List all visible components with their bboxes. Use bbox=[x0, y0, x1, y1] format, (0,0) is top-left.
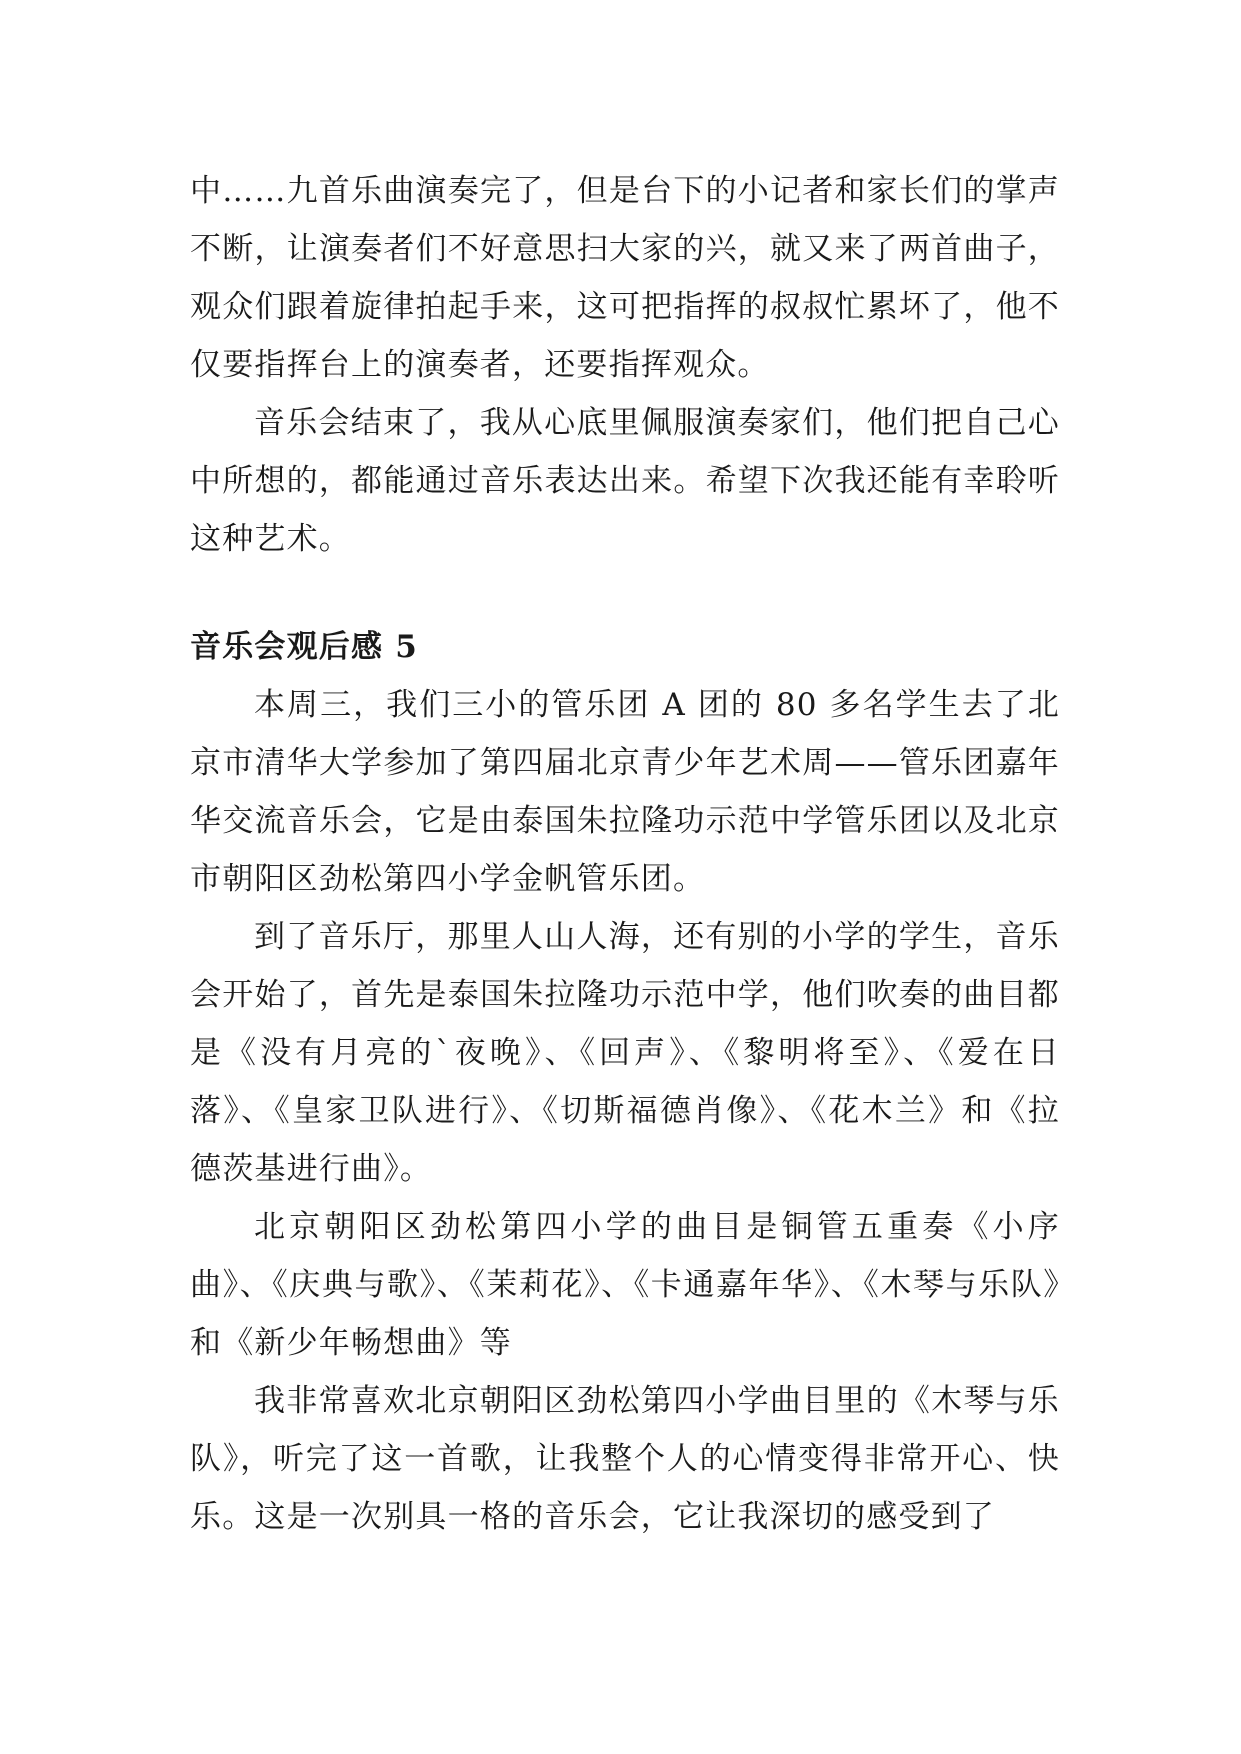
paragraph-continuation: 中……九首乐曲演奏完了，但是台下的小记者和家长们的掌声不断，让演奏者们不好意思扫大家的兴，就又来了两首曲子，观众们跟着旋律拍起手来，这可把指挥的叔叔忙累坏了，他不仅要指挥台上的演奏者，还要指挥观众。 bbox=[190, 173, 1060, 383]
document-body bbox=[190, 162, 1060, 1546]
paragraph-intro: 本周三，我们三小的管乐团 A 团的 80 多名学生去了北京市清华大学参加了第四届北京青少年艺术周——管乐团嘉年华交流音乐会，它是由泰国朱拉隆功示范中学管乐团以及北京市朝阳区劲松第四小学金帆管乐团。 bbox=[190, 687, 1060, 897]
paragraph-concert-end: 音乐会结束了，我从心底里佩服演奏家们，他们把自己心中所想的，都能通过音乐表达出来。希望下次我还能有幸聆听这种艺术。 bbox=[190, 405, 1060, 557]
paragraph-program-jinsong: 北京朝阳区劲松第四小学的曲目是铜管五重奏《小序曲》、《庆典与歌》、《茉莉花》、《卡通嘉年华》、《木琴与乐队》和《新少年畅想曲》等 bbox=[190, 1209, 1060, 1361]
section-title: 音乐会观后感 5 bbox=[190, 629, 418, 665]
paragraph-favorite: 我非常喜欢北京朝阳区劲松第四小学曲目里的《木琴与乐队》，听完了这一首歌，让我整个人的心情变得非常开心、快乐。这是一次别具一格的音乐会，它让我深切的感受到了 bbox=[190, 1383, 1060, 1535]
paragraph-program-thailand: 到了音乐厅，那里人山人海，还有别的小学的学生，音乐会开始了，首先是泰国朱拉隆功示范中学，他们吹奏的曲目都是《没有月亮的`夜晚》、《回声》、《黎明将至》、《爱在日落》、《皇家卫队进行》、《切斯福德肖像》、《花木兰》和《拉德茨基进行曲》。 bbox=[190, 919, 1060, 1187]
